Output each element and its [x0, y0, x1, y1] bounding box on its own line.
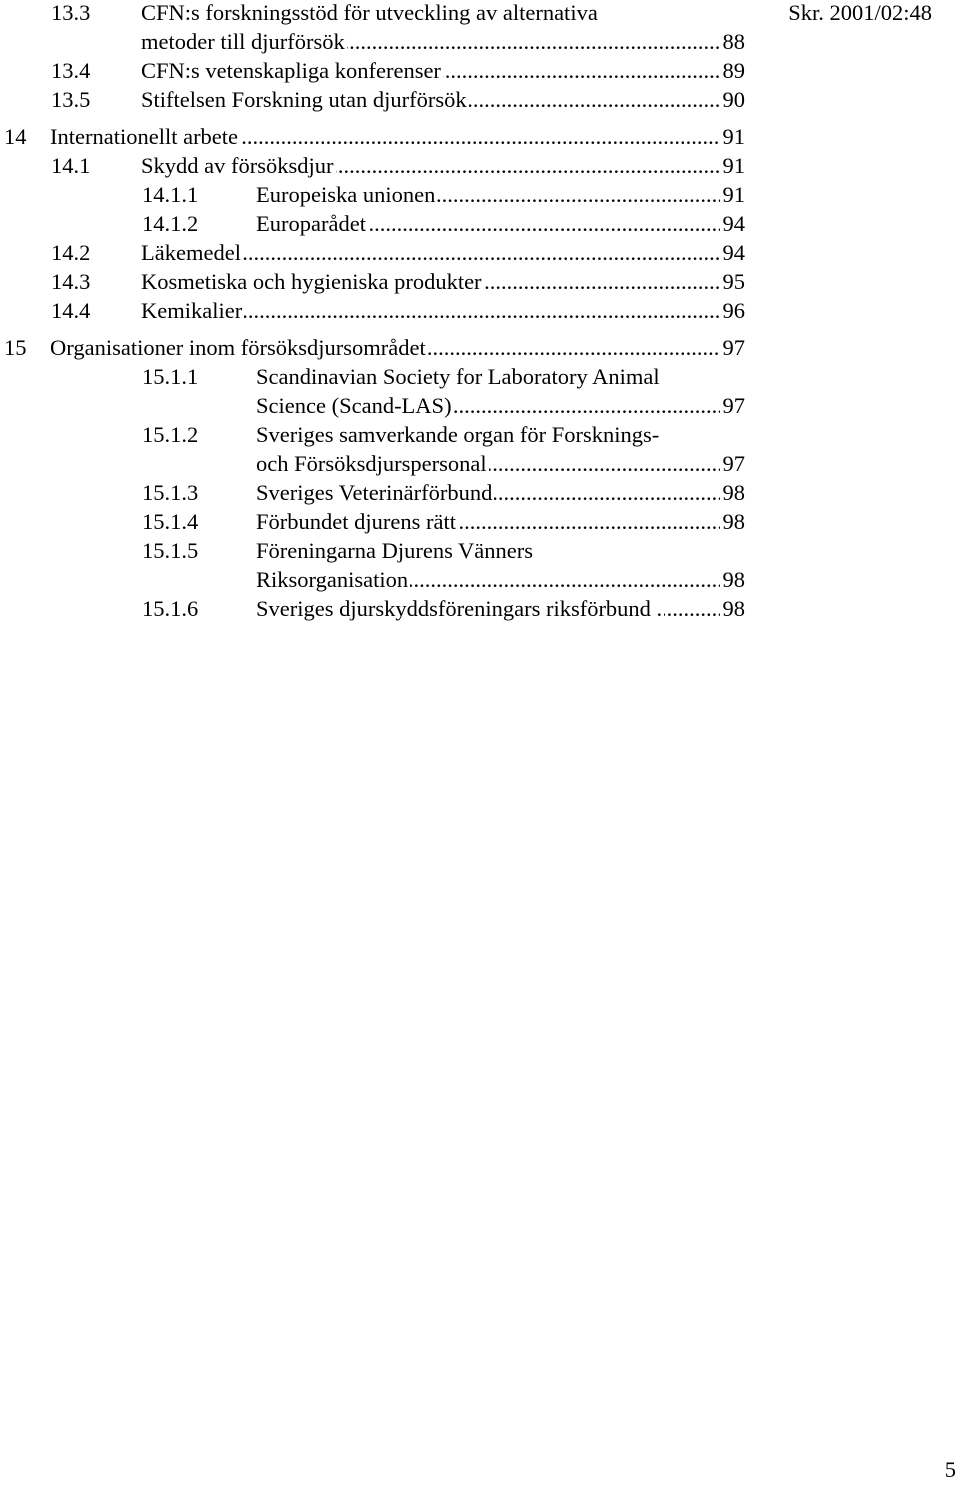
toc-entry[interactable]	[0, 58, 745, 87]
toc-entry-title	[256, 567, 745, 593]
toc-entry[interactable]	[0, 298, 745, 327]
toc-entry-title	[256, 509, 745, 535]
toc-entry-title	[256, 211, 745, 237]
toc-entry[interactable]	[0, 153, 745, 182]
toc-entry-title	[256, 480, 745, 506]
toc-entry-number: 15.1.4	[142, 509, 199, 534]
toc-entry-title-text: Internationellt arbete	[50, 124, 239, 149]
toc-entry-title-text: Skydd av försöksdjur	[141, 153, 334, 178]
toc-entry-title	[50, 124, 745, 150]
toc-entry[interactable]	[0, 87, 745, 116]
toc-entry-page: 97	[720, 451, 746, 477]
toc-entry-title	[50, 335, 745, 361]
toc-entry-title-text: Läkemedel	[141, 240, 241, 265]
toc-entry-title-text: Science (Scand-LAS)	[256, 393, 452, 418]
toc-entry-number: 14.4	[51, 298, 91, 323]
toc-entry-title	[256, 538, 745, 564]
toc-entry-page: 97	[720, 393, 746, 419]
toc-entry-title-text: Scandinavian Society for Laboratory Animal	[256, 364, 660, 389]
toc-entry-title-text: Europeiska unionen	[256, 182, 436, 207]
toc-entry-number: 14.1	[51, 153, 91, 178]
toc-entry[interactable]	[0, 335, 745, 364]
toc-entry-title	[256, 393, 745, 419]
toc-entry-title	[256, 451, 745, 477]
toc-entry-number: 14.3	[51, 269, 91, 294]
toc-entry-title-text: metoder till djurförsök	[141, 29, 345, 54]
toc-entry[interactable]	[0, 393, 745, 422]
toc-entry-page: 98	[720, 480, 746, 506]
table-of-contents	[0, 0, 745, 625]
toc-entry[interactable]	[0, 538, 745, 567]
toc-entry-number: 15.1.2	[142, 422, 199, 447]
toc-entry-number: 15.1.3	[142, 480, 199, 505]
toc-entry-title-text: CFN:s forskningsstöd för utveckling av alternativa	[141, 0, 598, 25]
toc-entry[interactable]	[0, 0, 745, 29]
toc-entry-title	[141, 0, 745, 26]
toc-entry-title	[141, 240, 745, 266]
toc-entry-number: 15.1.5	[142, 538, 199, 563]
toc-entry[interactable]	[0, 29, 745, 58]
toc-entry-title-text: Riksorganisation	[256, 567, 409, 592]
toc-entry[interactable]	[0, 124, 745, 153]
toc-entry-title	[256, 422, 745, 448]
toc-entry-title-text: Sveriges djurskyddsföreningars riksförbund .	[256, 596, 663, 621]
toc-entry-page: 98	[720, 509, 746, 535]
toc-entry-title-text: Sveriges samverkande organ för Forsknings-	[256, 422, 660, 447]
toc-entry-number: 14	[4, 124, 27, 149]
toc-entry[interactable]	[0, 451, 745, 480]
toc-entry-title	[141, 153, 745, 179]
toc-entry-title	[141, 87, 745, 113]
toc-entry-number: 15.1.6	[142, 596, 199, 621]
toc-entry-number: 14.1.1	[142, 182, 199, 207]
toc-entry-page: 89	[720, 58, 746, 84]
toc-entry-page: 91	[720, 153, 746, 179]
toc-entry[interactable]	[0, 182, 745, 211]
toc-entry-title-text: Föreningarna Djurens Vänners	[256, 538, 534, 563]
toc-entry-title-text: Stiftelsen Forskning utan djurförsök	[141, 87, 467, 112]
toc-entry-page: 98	[720, 567, 746, 593]
toc-entry-title-text: Förbundet djurens rätt	[256, 509, 456, 534]
toc-entry-title-text: Kemikalier	[141, 298, 243, 323]
toc-entry-title-text: Europarådet	[256, 211, 366, 236]
toc-entry-number: 15.1.1	[142, 364, 199, 389]
toc-entry[interactable]	[0, 269, 745, 298]
toc-entry-number: 14.1.2	[142, 211, 199, 236]
toc-entry[interactable]	[0, 364, 745, 393]
toc-entry[interactable]	[0, 211, 745, 240]
toc-entry-page: 96	[720, 298, 746, 324]
toc-entry-number: 13.5	[51, 87, 91, 112]
toc-entry-page: 90	[720, 87, 746, 113]
toc-entry-page: 94	[720, 240, 746, 266]
toc-entry[interactable]	[0, 240, 745, 269]
page-number: 5	[944, 1457, 956, 1482]
toc-entry-title	[141, 269, 745, 295]
toc-entry-title-text: Kosmetiska och hygieniska produkter	[141, 269, 482, 294]
toc-entry[interactable]	[0, 422, 745, 451]
toc-entry-title-text: CFN:s vetenskapliga konferenser	[141, 58, 441, 83]
toc-entry[interactable]	[0, 567, 745, 596]
document-reference: Skr. 2001/02:48	[788, 0, 932, 25]
toc-entry-page: 97	[720, 335, 746, 361]
toc-entry-page: 95	[720, 269, 746, 295]
toc-entry-page: 98	[720, 596, 746, 622]
toc-entry-title	[141, 298, 745, 324]
toc-entry[interactable]	[0, 509, 745, 538]
toc-entry-page: 88	[720, 29, 746, 55]
toc-entry[interactable]	[0, 596, 745, 625]
toc-entry-title-text: och Försöksdjurspersonal	[256, 451, 487, 476]
toc-entry-page: 91	[720, 124, 746, 150]
toc-entry-page: 91	[720, 182, 746, 208]
toc-entry-title	[141, 29, 745, 55]
toc-entry-title	[256, 364, 745, 390]
toc-entry-number: 14.2	[51, 240, 91, 265]
toc-entry-page: 94	[720, 211, 746, 237]
toc-entry-title	[141, 58, 745, 84]
toc-entry-title-text: Sveriges Veterinärförbund	[256, 480, 493, 505]
toc-entry-title	[256, 596, 745, 622]
toc-entry[interactable]	[0, 480, 745, 509]
toc-entry-title-text: Organisationer inom försöksdjursområdet	[50, 335, 426, 360]
toc-entry-number: 13.4	[51, 58, 91, 83]
toc-entry-title	[256, 182, 745, 208]
toc-entry-number: 13.3	[51, 0, 91, 25]
toc-entry-number: 15	[4, 335, 27, 360]
